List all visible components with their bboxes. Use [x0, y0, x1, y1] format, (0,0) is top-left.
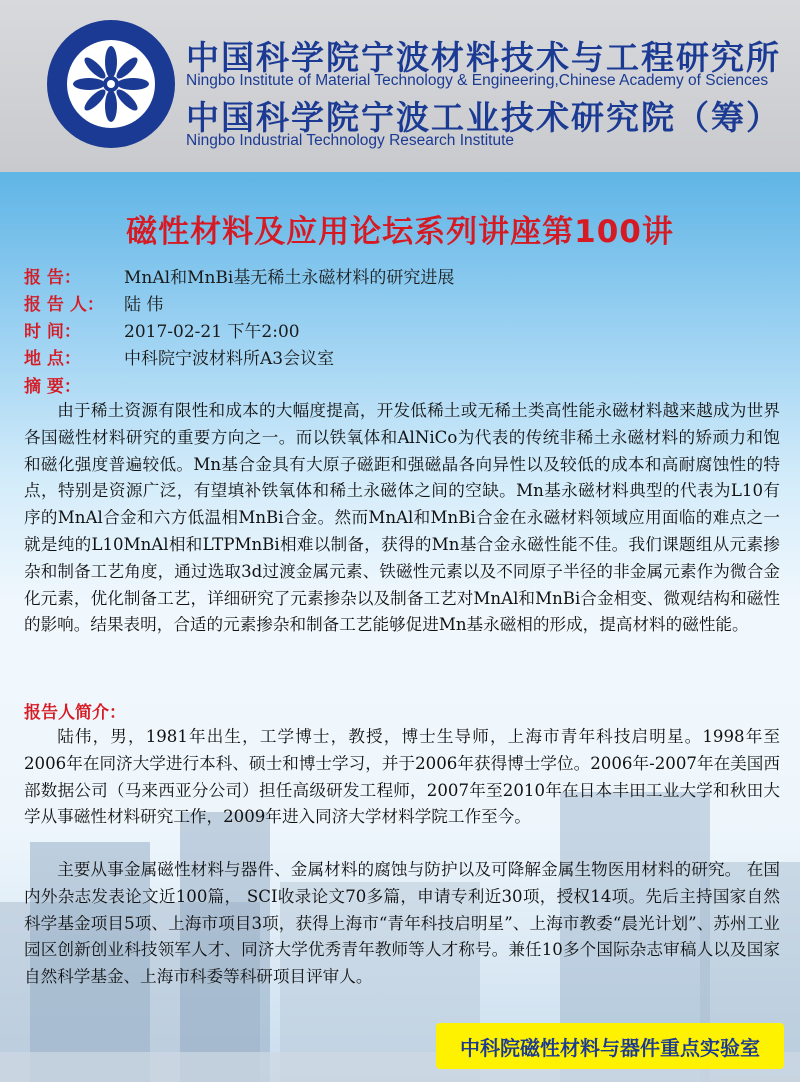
bio-heading: 报告人简介： — [24, 703, 126, 723]
bio-paragraph-2: 主要从事金属磁性材料与器件、金属材料的腐蚀与防护以及可降解金属生物医用材料的研究。 在国内外杂志发表论文近100篇， SCI收录论文70多篇，申请专利近30项，授权14项。先后主持国家自然科学基金项目5项、上海市项目3项，获得上海市“青年科技启明星”、上海市教委“晨光计划”、苏州工业园区创新创业科技领军人才、同济大学优秀青年教师等人才称号。兼任10多个国际杂志审稿人以及国家自然科学基金、上海市科委等科研项目评审人。 — [24, 860, 780, 987]
info-row-topic — [24, 263, 454, 288]
info-value: 2017-02-21 下午2:00 — [124, 322, 300, 342]
info-row-time — [24, 317, 300, 342]
institute-header — [0, 0, 800, 172]
lecture-title: 磁性材料及应用论坛系列讲座第100讲 — [126, 214, 674, 250]
lecture-poster — [0, 172, 800, 1082]
info-label: 报 告： — [24, 268, 81, 288]
lab-name-badge: 中科院磁性材料与器件重点实验室 — [436, 1023, 784, 1069]
bio-paragraph-1: 陆伟，男，1981年出生，工学博士，教授，博士生导师，上海市青年科技启明星。1998年至2006年在同济大学进行本科、硕士和博士学习，并于2006年获得博士学位。2006年-2007年在美国西部数据公司（马来西亚分公司）担任高级研发工程师，2007年至2010年在日本丰田工业大学和秋田大学从事磁性材料研究工作，2009年进入同济大学材料学院工作至今。 — [24, 727, 780, 827]
cas-logo-icon — [45, 18, 177, 150]
abstract-heading: 摘 要： — [24, 377, 81, 397]
research-institute-name-en: Ningbo Industrial Technology Research Institute — [186, 132, 514, 149]
abstract-text: 由于稀土资源有限性和成本的大幅度提高，开发低稀土或无稀土类高性能永磁材料越来越成为世界各国磁性材料研究的重要方向之一。而以铁氧体和AlNiCo为代表的传统非稀土永磁材料的矫顽力和饱和磁化强度普遍较低。Mn基合金具有大原子磁距和强磁晶各向异性以及较低的成本和高耐腐蚀性的特点，特别是资源广泛，有望填补铁氧体和稀土永磁体之间的空缺。Mn基永磁材料典型的代表为L10有序的MnAl合金和六方低温相MnBi合金。然而MnAl和MnBi合金在永磁材料领域应用面临的难点之一就是纯的L10MnAl相和LTPMnBi相难以制备，获得的Mn基合金永磁性能不佳。我们课题组从元素掺杂和制备工艺角度，通过选取3d过渡金属元素、铁磁性元素以及不同原子半径的非金属元素作为微合金化元素，优化制备工艺，详细研究了元素掺杂以及制备工艺对MnAl和MnBi合金相变、微观结构和磁性的影响。结果表明，合适的元素掺杂和制备工艺能够促进Mn基永磁相的形成，提高材料的磁性能。 — [24, 401, 780, 635]
info-row-location — [24, 344, 334, 369]
info-label: 地 点： — [24, 349, 81, 369]
institute-name-en: Ningbo Institute of Material Technology & Engineering,Chinese Academy of Sciences — [186, 72, 769, 89]
research-institute-name-cn: 中国科学院宁波工业技术研究院（筹） — [186, 98, 781, 137]
info-label: 时 间： — [24, 322, 81, 342]
info-value: 陆 伟 — [124, 295, 164, 315]
info-value: 中科院宁波材料所A3会议室 — [124, 349, 335, 369]
info-value: MnAl和MnBi基无稀土永磁材料的研究进展 — [124, 268, 455, 288]
info-label: 报 告 人： — [24, 295, 104, 315]
institute-name-cn: 中国科学院宁波材料技术与工程研究所 — [186, 38, 781, 77]
info-row-speaker — [24, 290, 163, 315]
